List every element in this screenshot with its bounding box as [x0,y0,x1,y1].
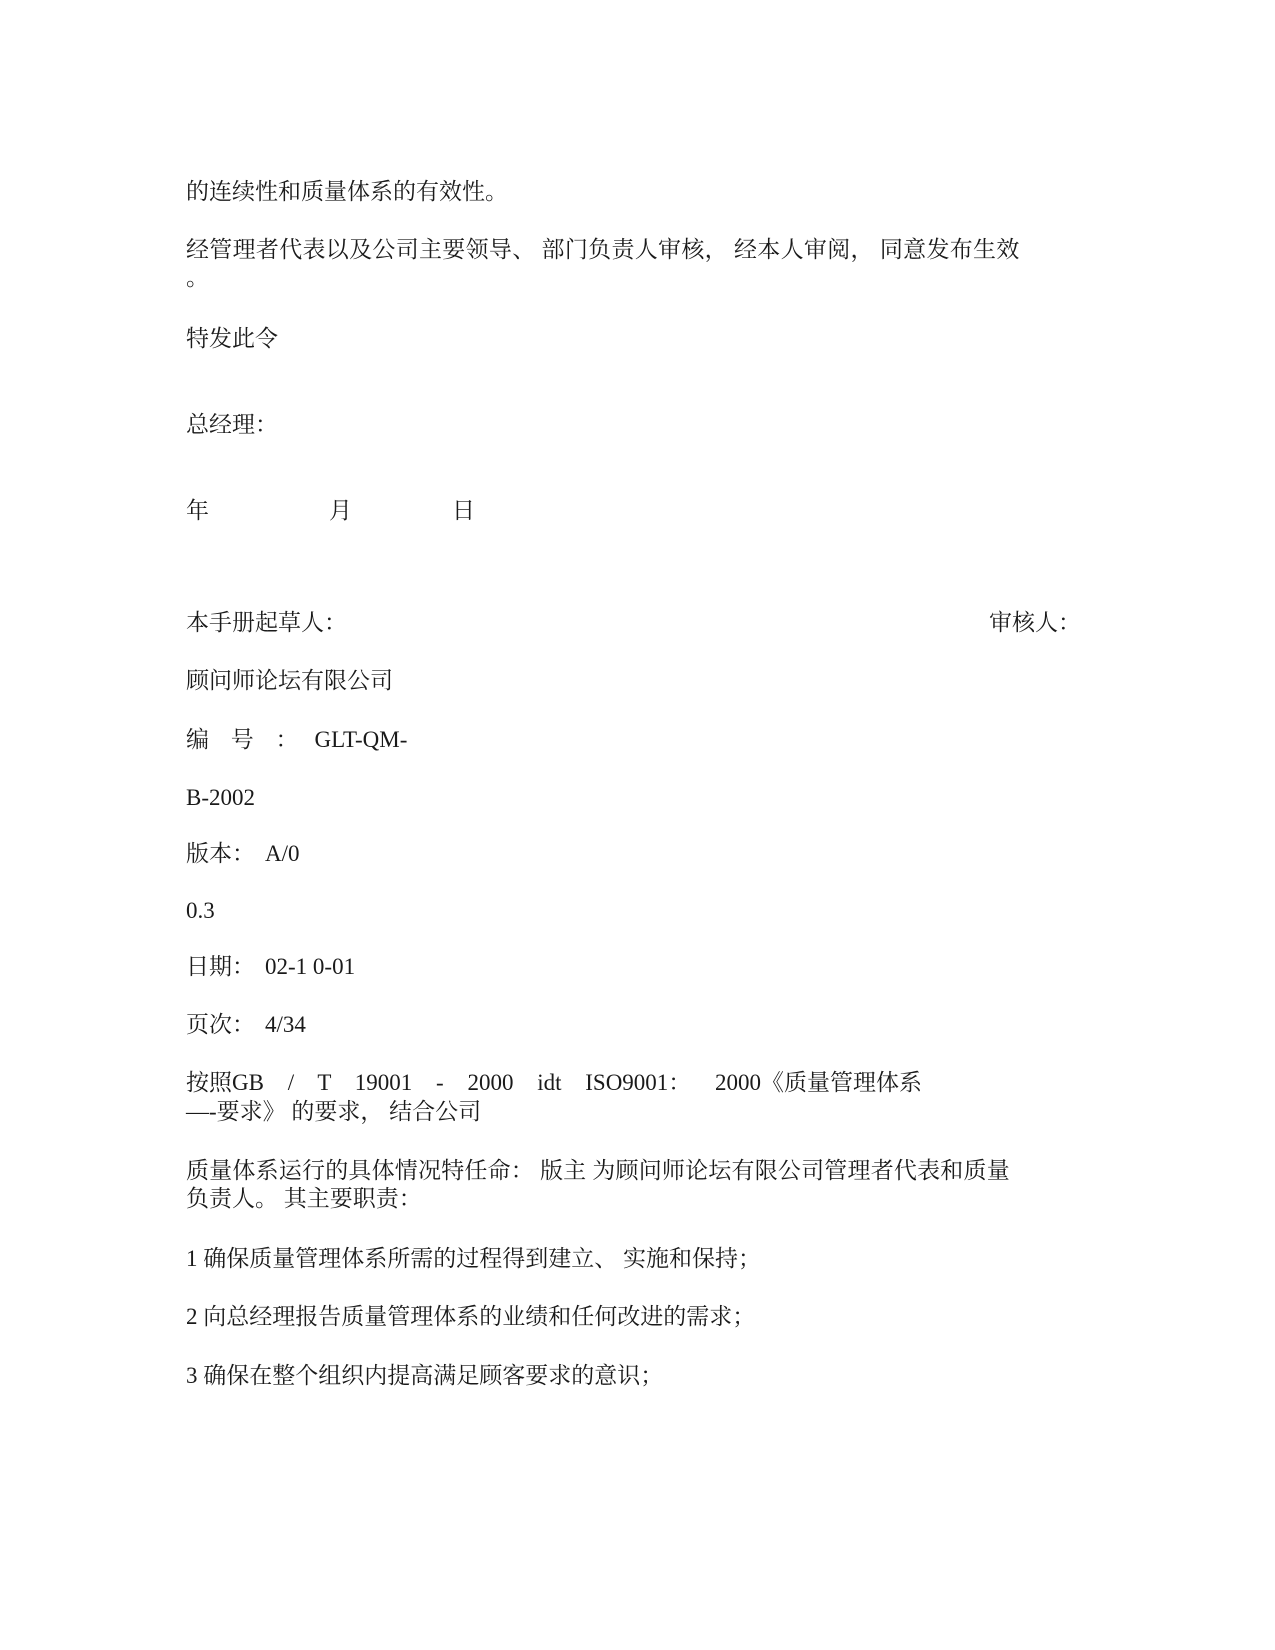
text-duty-1: 1 确保质量管理体系所需的过程得到建立、 实施和保持； [186,1246,761,1271]
text-number-cont: B-2002 [186,785,255,810]
version-line [186,838,300,869]
page-value: 4/34 [265,1012,306,1037]
page-label: 页次： [186,1012,255,1037]
text-approval-tail: 。 [186,265,209,290]
text-approval: 经管理者代表以及公司主要领导、 部门负责人审核， 经本人审阅， 同意发布生效 [186,237,1020,262]
text-appoint-1: 质量体系运行的具体情况特任命： 版主 为顾问师论坛有限公司管理者代表和质量 [186,1158,1010,1183]
text-company: 顾问师论坛有限公司 [186,668,393,693]
text-version-cont: 0.3 [186,898,215,923]
text-drafter: 本手册起草人： [186,610,347,635]
version-value: A/0 [265,841,300,866]
text-duty-2: 2 向总经理报告质量管理体系的业绩和任何改进的需求； [186,1304,756,1329]
text-standard-1: 按照GB / T 19001 - 2000 idt ISO9001： 2000《质量管理体系 [186,1070,923,1095]
number-value: GLT-QM- [314,727,408,752]
number-label: 编 号 ： [186,727,307,752]
text-continuity: 的连续性和质量体系的有效性。 [186,179,508,204]
number-line [186,724,407,755]
day-label: 日 [452,498,475,523]
text-reviewer: 审核人： [989,610,1081,635]
text-order: 特发此令 [186,326,278,351]
page-line [186,1009,306,1040]
text-general-manager: 总经理： [186,412,278,437]
date-signature-line [186,495,475,526]
year-label: 年 [186,498,209,523]
text-appoint-2: 负责人。 其主要职责： [186,1186,422,1211]
month-label: 月 [329,498,352,523]
date-value: 02-1 0-01 [265,954,356,979]
date-line [186,951,355,982]
text-standard-2: —-要求》 的要求， 结合公司 [186,1099,482,1124]
date-label: 日期： [186,954,255,979]
version-label: 版本： [186,841,255,866]
text-duty-3: 3 确保在整个组织内提高满足顾客要求的意识； [186,1363,664,1388]
